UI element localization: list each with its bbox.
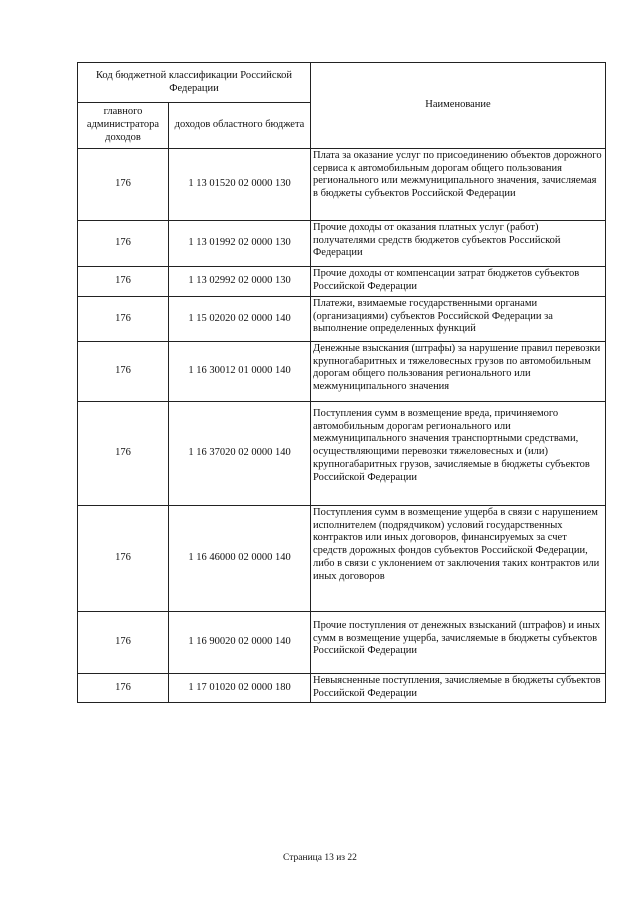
admin-code-cell: 176 xyxy=(78,267,169,297)
admin-code-cell: 176 xyxy=(78,506,169,612)
table-row xyxy=(78,674,606,703)
name-cell: Прочие доходы от компенсации затрат бюджетов субъектов Российской Федерации xyxy=(311,267,606,297)
table-row xyxy=(78,221,606,267)
income-code-cell: 1 16 37020 02 0000 140 xyxy=(169,402,311,506)
name-cell: Денежные взыскания (штрафы) за нарушение правил перевозки крупногабаритных и тяжеловесных грузов по автомобильным дорогам общего пользования регионального или межмуниципального значения xyxy=(311,342,606,402)
header-admin-code: главного администратора доходов xyxy=(78,103,169,149)
income-code-cell: 1 16 30012 01 0000 140 xyxy=(169,342,311,402)
name-cell: Поступления сумм в возмещение ущерба в связи с нарушением исполнителем (подрядчиком) условий государственных контрактов или иных договоров, финансируемых за счет средств дорожных фондов субъектов Российской Федерации, либо в связи с уклонением от заключения таких контрактов или иных договоров xyxy=(311,506,606,612)
table-row xyxy=(78,297,606,342)
name-cell: Поступления сумм в возмещение вреда, причиняемого автомобильным дорогам регионального или межмуниципального значения транспортными средствами, осуществляющими перевозки тяжеловесных и (или) крупногабаритных грузов, зачисляемые в бюджеты субъектов Российской Федерации xyxy=(311,402,606,506)
table-row xyxy=(78,612,606,674)
admin-code-cell: 176 xyxy=(78,402,169,506)
income-code-cell: 1 16 90020 02 0000 140 xyxy=(169,612,311,674)
table-row xyxy=(78,506,606,612)
header-classification-code: Код бюджетной классификации Российской Федерации xyxy=(78,63,311,103)
admin-code-cell: 176 xyxy=(78,297,169,342)
income-code-cell: 1 13 02992 02 0000 130 xyxy=(169,267,311,297)
admin-code-cell: 176 xyxy=(78,674,169,703)
table-row xyxy=(78,402,606,506)
name-cell: Прочие поступления от денежных взысканий (штрафов) и иных сумм в возмещение ущерба, зачисляемые в бюджеты субъектов Российской Федерации xyxy=(311,612,606,674)
admin-code-cell: 176 xyxy=(78,149,169,221)
header-name: Наименование xyxy=(311,63,606,149)
header-income-code: доходов областного бюджета xyxy=(169,103,311,149)
name-cell: Плата за оказание услуг по присоединению объектов дорожного сервиса к автомобильным дорогам общего пользования регионального или межмуниципального значения, зачисляемая в бюджеты субъектов Российской Федерации xyxy=(311,149,606,221)
income-code-cell: 1 13 01520 02 0000 130 xyxy=(169,149,311,221)
budget-classification-table xyxy=(77,62,606,703)
admin-code-cell: 176 xyxy=(78,342,169,402)
income-code-cell: 1 16 46000 02 0000 140 xyxy=(169,506,311,612)
income-code-cell: 1 17 01020 02 0000 180 xyxy=(169,674,311,703)
page-number: Страница 13 из 22 xyxy=(283,853,357,863)
admin-code-cell: 176 xyxy=(78,612,169,674)
income-code-cell: 1 13 01992 02 0000 130 xyxy=(169,221,311,267)
name-cell: Прочие доходы от оказания платных услуг (работ) получателями средств бюджетов субъектов Российской Федерации xyxy=(311,221,606,267)
admin-code-cell: 176 xyxy=(78,221,169,267)
name-cell: Платежи, взимаемые государственными органами (организациями) субъектов Российской Федерации за выполнение определенных функций xyxy=(311,297,606,342)
table-row xyxy=(78,342,606,402)
income-code-cell: 1 15 02020 02 0000 140 xyxy=(169,297,311,342)
table-row xyxy=(78,149,606,221)
name-cell: Невыясненные поступления, зачисляемые в бюджеты субъектов Российской Федерации xyxy=(311,674,606,703)
table-row xyxy=(78,267,606,297)
